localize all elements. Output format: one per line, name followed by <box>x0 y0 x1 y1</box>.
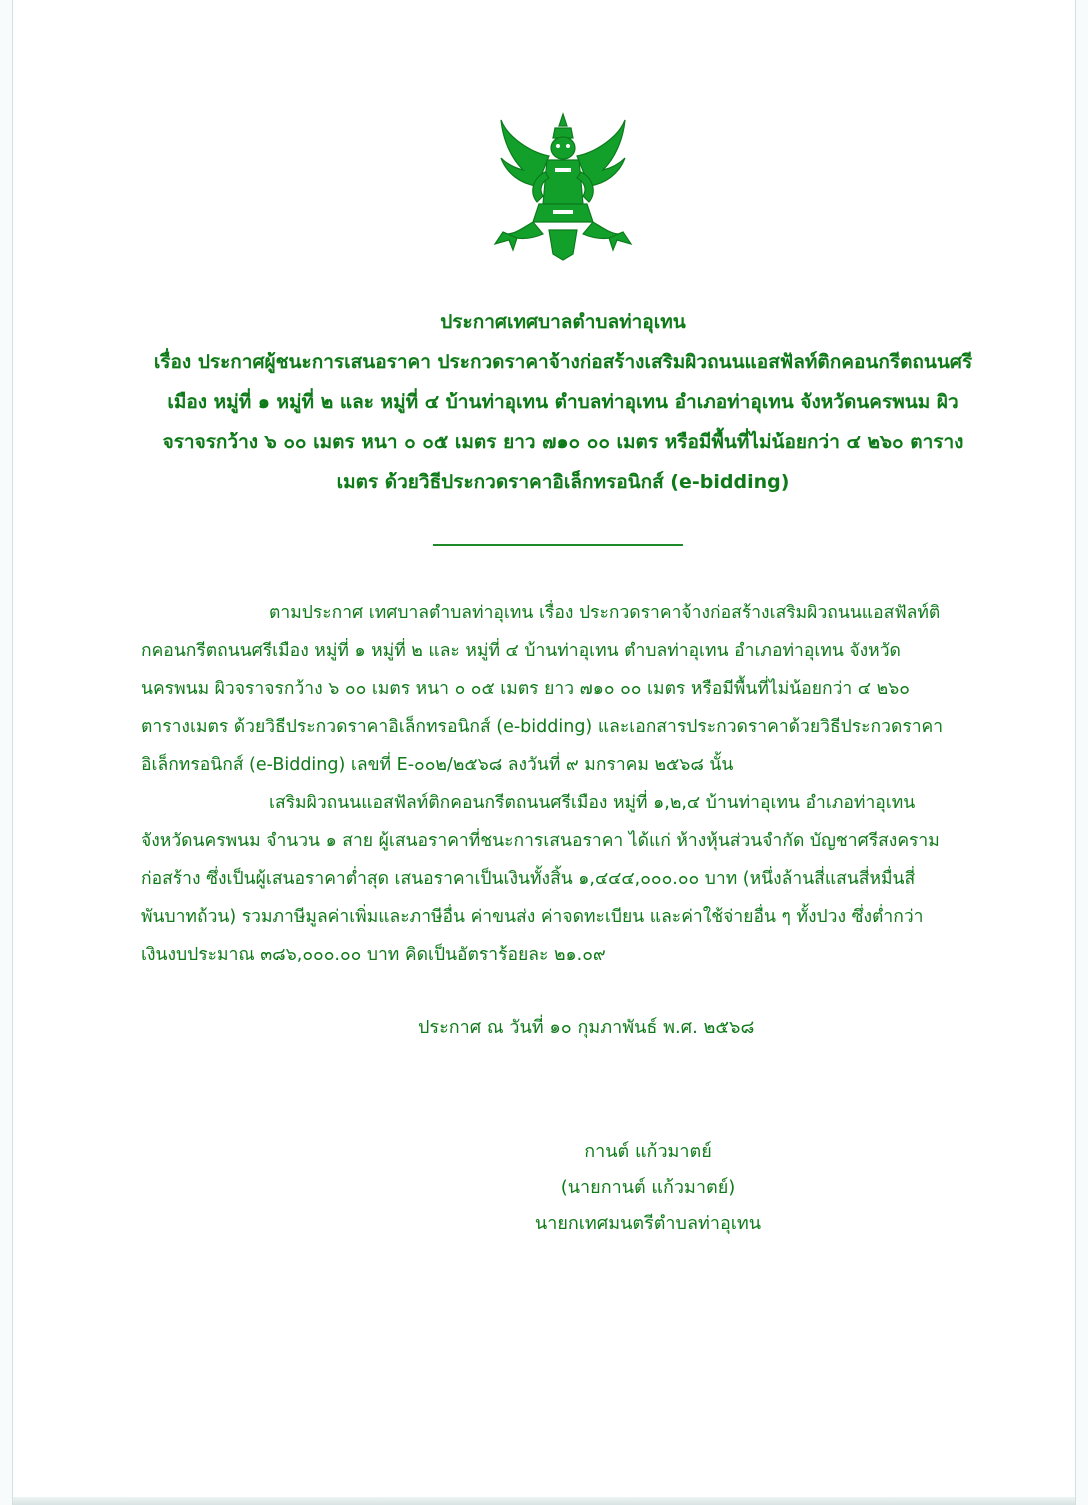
printed-name: (นายกานต์ แก้วมาตย์) <box>560 1177 736 1198</box>
announcement-date: ประกาศ ณ วันที่ ๑๐ กุมภาพันธ์ พ.ศ. ๒๕๖๘ <box>418 1017 755 1038</box>
garuda-emblem-icon <box>493 112 633 262</box>
page-bottom-edge <box>13 1497 1075 1505</box>
title-divider <box>433 544 683 546</box>
document-body <box>141 594 971 974</box>
signature-block <box>493 1134 803 1242</box>
body-line: พันบาทถ้วน) รวมภาษีมูลค่าเพิ่มและภาษีอื่น ค่าขนส่ง ค่าจดทะเบียน และค่าใช้จ่ายอื่น ๆ ทั้งปวง ซึ่งต่ำกว่า <box>141 907 924 927</box>
body-line: ก่อสร้าง ซึ่งเป็นผู้เสนอราคาต่ำสุด เสนอราคาเป็นเงินทั้งสิ้น ๑,๔๔๔,๐๐๐.๐๐ บาท (หนึ่งล้านสี่แสนสี่หมื่นสี่ <box>141 869 916 889</box>
body-line: นครพนม ผิวจราจรกว้าง ๖ ๐๐ เมตร หนา ๐ ๐๕ เมตร ยาว ๗๑๐ ๐๐ เมตร หรือมีพื้นที่ไม่น้อยกว่า ๔ ๒๖๐ <box>141 679 910 699</box>
title-line: เมือง หมู่ที่ ๑ หมู่ที่ ๒ และ หมู่ที่ ๔ บ้านท่าอุเทน ตำบลท่าอุเทน อำเภอท่าอุเทน จังหวัดนครพนม ผิว <box>167 391 959 413</box>
body-line: อิเล็กทรอนิกส์ (e-Bidding) เลขที่ E-๐๐๒/๒๕๖๘ ลงวันที่ ๙ มกราคม ๒๕๖๘ นั้น <box>141 755 734 775</box>
body-line: เสริมผิวถนนแอสฟัลท์ติกคอนกรีตถนนศรีเมือง หมู่ที่ ๑,๒,๔ บ้านท่าอุเทน อำเภอท่าอุเทน <box>269 793 916 813</box>
body-line: จังหวัดนครพนม จำนวน ๑ สาย ผู้เสนอราคาที่ชนะการเสนอราคา ได้แก่ ห้างหุ้นส่วนจำกัด บัญชาศรีสงคราม <box>141 831 940 851</box>
document-page <box>12 0 1076 1505</box>
body-line: เงินงบประมาณ ๓๘๖,๐๐๐.๐๐ บาท คิดเป็นอัตราร้อยละ ๒๑.๐๙ <box>141 945 606 965</box>
body-line: กคอนกรีตถนนศรีเมือง หมู่ที่ ๑ หมู่ที่ ๒ และ หมู่ที่ ๔ บ้านท่าอุเทน ตำบลท่าอุเทน อำเภอท่าอุเทน จังหวัด <box>141 641 901 661</box>
title-line: เรื่อง ประกาศผู้ชนะการเสนอราคา ประกวดราคาจ้างก่อสร้างเสริมผิวถนนแอสฟัลท์ติกคอนกรีตถนนศรี <box>153 351 973 373</box>
signer-position: นายกเทศมนตรีตำบลท่าอุเทน <box>534 1213 762 1234</box>
document-title <box>148 302 978 502</box>
signed-name: กานต์ แก้วมาตย์ <box>584 1141 712 1162</box>
title-line: เมตร ด้วยวิธีประกวดราคาอิเล็กทรอนิกส์ (e-bidding) <box>336 471 790 493</box>
title-line: ประกาศเทศบาลตำบลท่าอุเทน <box>440 311 686 333</box>
title-line: จราจรกว้าง ๖ ๐๐ เมตร หนา ๐ ๐๕ เมตร ยาว ๗๑๐ ๐๐ เมตร หรือมีพื้นที่ไม่น้อยกว่า ๔ ๒๖๐ ตาราง <box>162 431 964 453</box>
body-line: ตารางเมตร ด้วยวิธีประกวดราคาอิเล็กทรอนิกส์ (e-bidding) และเอกสารประกวดราคาด้วยวิธีประกวดราคา <box>141 717 944 737</box>
body-line: ตามประกาศ เทศบาลตำบลท่าอุเทน เรื่อง ประกวดราคาจ้างก่อสร้างเสริมผิวถนนแอสฟัลท์ติ <box>269 603 941 623</box>
